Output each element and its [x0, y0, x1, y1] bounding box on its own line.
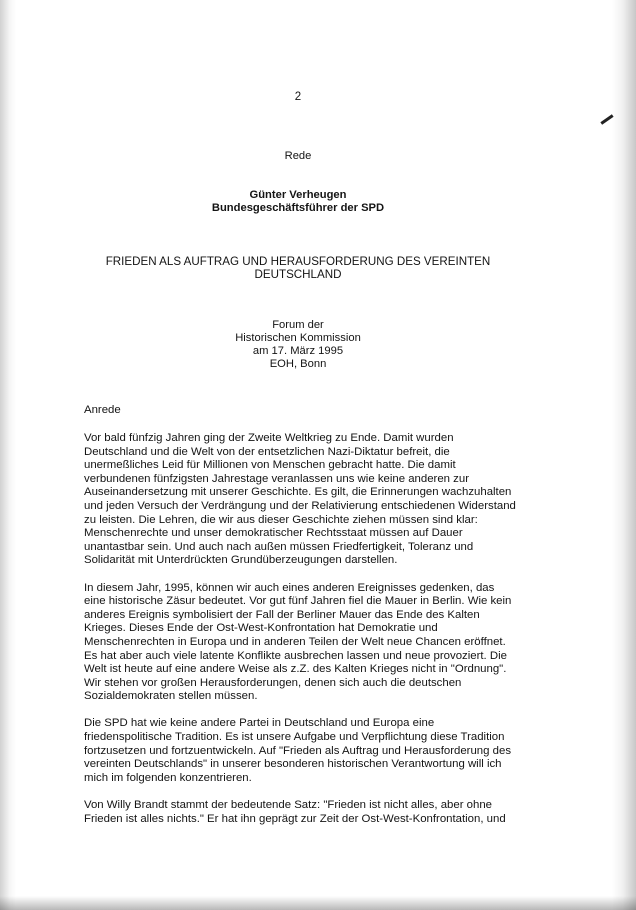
- document-type: Rede: [284, 150, 312, 162]
- text-line: Wir stehen vor großen Herausforderungen, denen sich auch die deutschen: [84, 676, 462, 689]
- text-line: unantastbar sein. Und auch nach außen müssen Friedfertigkeit, Toleranz und: [84, 540, 474, 553]
- text-line: zu leisten. Die Lehren, die wir aus dieser Geschichte ziehen müssen sind klar:: [84, 513, 478, 526]
- text-line: Frieden ist alles nichts." Er hat ihn geprägt zur Zeit der Ost-West-Konfrontation, und: [84, 812, 506, 825]
- scan-shadow-bottom: [0, 896, 636, 910]
- text-line: friedenspolitische Tradition. Es ist unsere Aufgabe und Verpflichtung diese Tradition: [84, 731, 505, 744]
- scan-shadow-left: [0, 0, 16, 910]
- text-line: fortzusetzen und fortzuentwickeln. Auf "Frieden als Auftrag und Herausforderung des: [84, 744, 512, 757]
- text-line: Welt ist heute auf eine andere Weise als z.Z. des Kalten Krieges nicht in "Ordnung".: [84, 663, 507, 676]
- text-line: Deutschland und die Welt von der entsetzlichen Nazi-Diktatur befreit, die: [84, 445, 450, 458]
- author-block: [60, 189, 536, 215]
- text-line: Die SPD hat wie keine andere Partei in Deutschland und Europa eine: [84, 717, 435, 730]
- paragraph: [84, 799, 516, 826]
- text-line: Solidarität mit Unterdrückten Grundüberzeugungen darstellen.: [84, 554, 398, 567]
- author-name: Günter Verheugen: [249, 189, 347, 201]
- text-line: In diesem Jahr, 1995, können wir auch eines anderen Ereignisses gedenken, das: [84, 581, 495, 594]
- body-text: [84, 432, 516, 840]
- paragraph: [84, 582, 516, 704]
- paragraph: [84, 432, 516, 568]
- speech-title: [60, 255, 536, 281]
- text-line: Auseinandersetzung mit unserer Geschichte. Es gilt, die Erinnerungen wachzuhalten: [84, 486, 512, 499]
- text-line: unermeßliches Leid für Millionen von Menschen gebracht hatte. Die damit: [84, 459, 456, 472]
- event-line-2: Historischen Kommission: [235, 332, 361, 344]
- text-line: und jeden Versuch der Verdrängung und der Relativierung entschiedenen Widerstand: [84, 499, 516, 512]
- event-line-3: am 17. März 1995: [252, 345, 344, 357]
- event-info: [60, 319, 536, 371]
- scan-shadow-right: [612, 0, 636, 910]
- event-line-1: Forum der: [272, 319, 324, 331]
- salutation: Anrede: [84, 404, 121, 416]
- paragraph: [84, 717, 516, 785]
- text-line: Krieges. Dieses Ende der Ost-West-Konfrontation hat Demokratie und: [84, 622, 438, 635]
- text-line: Von Willy Brandt stammt der bedeutende Satz: "Frieden ist nicht alles, aber ohne: [84, 799, 492, 812]
- text-line: Menschenrechten in Europa und in anderen Teilen der Welt neue Chancen eröffnet.: [84, 635, 506, 648]
- text-line: Sozialdemokraten stellen müssen.: [84, 690, 258, 703]
- speech-title-line-1: FRIEDEN ALS AUFTRAG UND HERAUSFORDERUNG DES VEREINTEN: [105, 255, 491, 268]
- text-line: anderes Ereignis symbolisiert der Fall der Berliner Mauer das Ende des Kalten: [84, 608, 480, 621]
- text-line: Es hat aber auch viele latente Konflikte ausbrechen lassen und neue provoziert. Die: [84, 649, 507, 662]
- text-line: Menschenrechte und unser demokratischer Rechtsstaat müssen auf Dauer: [84, 527, 463, 540]
- text-line: mich im folgenden konzentrieren.: [84, 771, 252, 784]
- page-number: 2: [294, 91, 302, 103]
- text-line: eine historische Zäsur bedeutet. Vor gut fünf Jahren fiel die Mauer in Berlin. Wie kein: [84, 595, 512, 608]
- text-line: verbundenen fünfzigsten Jahrestage veranlassen uns wie keine anderen zur: [84, 472, 470, 485]
- text-line: vereinten Deutschlands" in unserer besonderen historischen Verantwortung will ich: [84, 758, 502, 771]
- event-line-4: EOH, Bonn: [269, 358, 327, 370]
- text-line: Vor bald fünfzig Jahren ging der Zweite Weltkrieg zu Ende. Damit wurden: [84, 432, 454, 444]
- speech-title-line-2: DEUTSCHLAND: [254, 268, 342, 281]
- author-role: Bundesgeschäftsführer der SPD: [211, 202, 385, 214]
